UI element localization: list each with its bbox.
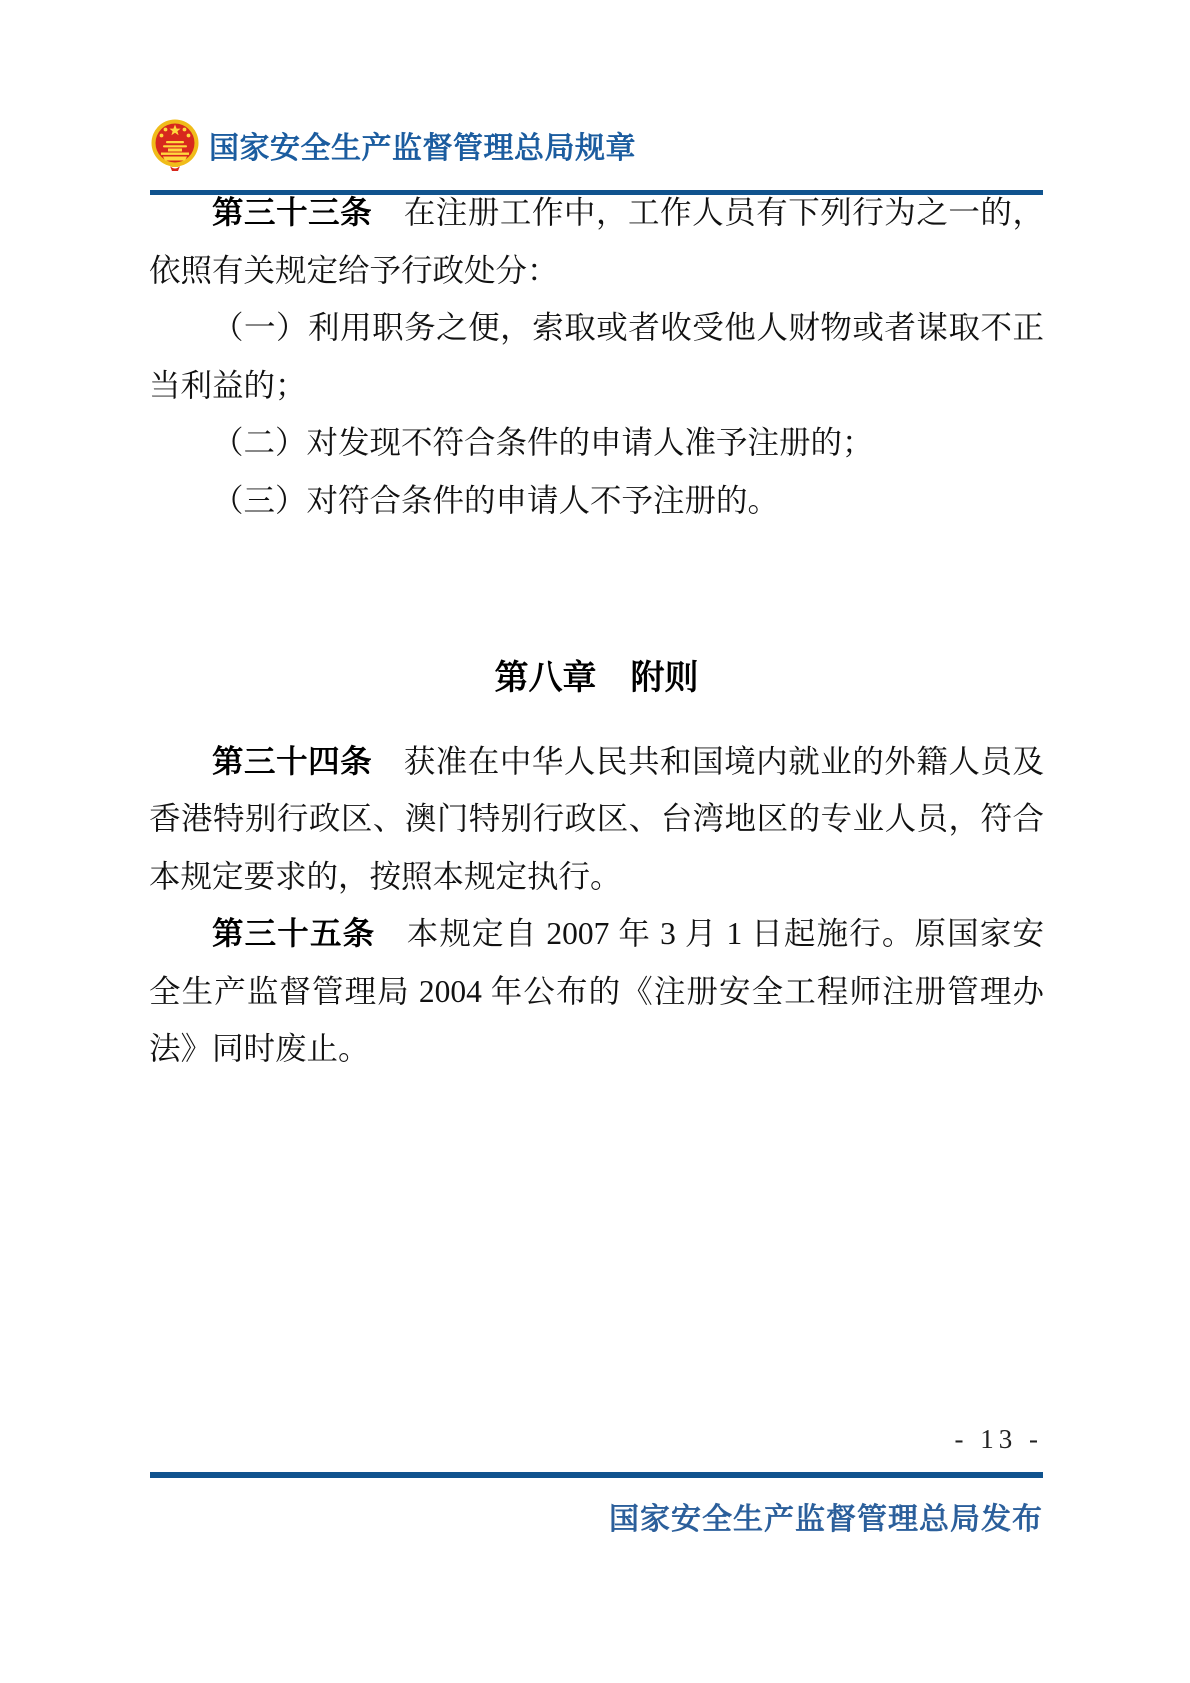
article-33-item-1: （一）利用职务之便，索取或者收受他人财物或者谋取不正当利益的； bbox=[149, 310, 1044, 403]
article-34-number: 第三十四条 bbox=[212, 742, 373, 779]
page-number: - 13 - bbox=[954, 1424, 1043, 1454]
article-33-number: 第三十三条 bbox=[212, 194, 373, 230]
page-header bbox=[150, 118, 636, 172]
article-33-item-3: （三）对符合条件的申请人不予注册的。 bbox=[212, 482, 780, 518]
page-header-title: 国家安全生产监督管理总局规章 bbox=[209, 132, 636, 165]
national-emblem-icon bbox=[150, 118, 200, 172]
article-33-item-2: （二）对发现不符合条件的申请人准予注册的； bbox=[212, 425, 874, 460]
article-33-paragraph bbox=[149, 184, 1044, 299]
article-33-text: 在注册工作中，工作人员有下列行为之一的，依照有关规定给予行政处分： bbox=[149, 195, 1044, 288]
footer-divider bbox=[150, 1472, 1043, 1478]
article-34-paragraph bbox=[149, 733, 1044, 906]
document-body bbox=[149, 184, 1044, 1078]
article-34-text: 获准在中华人民共和国境内就业的外籍人员及香港特别行政区、澳门特别行政区、台湾地区的专业人员，符合本规定要求的，按照本规定执行。 bbox=[149, 743, 1044, 894]
article-35-text: 本规定自 2007 年 3 月 1 日起施行。原国家安全生产监督管理局 2004 年公布的《注册安全工程师注册管理办法》同时废止。 bbox=[149, 916, 1044, 1066]
article-35-number: 第三十五条 bbox=[212, 915, 376, 951]
chapter-heading: 第八章 附则 bbox=[494, 659, 699, 697]
publisher-text: 国家安全生产监督管理总局发布 bbox=[609, 1503, 1043, 1536]
article-35-paragraph bbox=[149, 905, 1044, 1078]
